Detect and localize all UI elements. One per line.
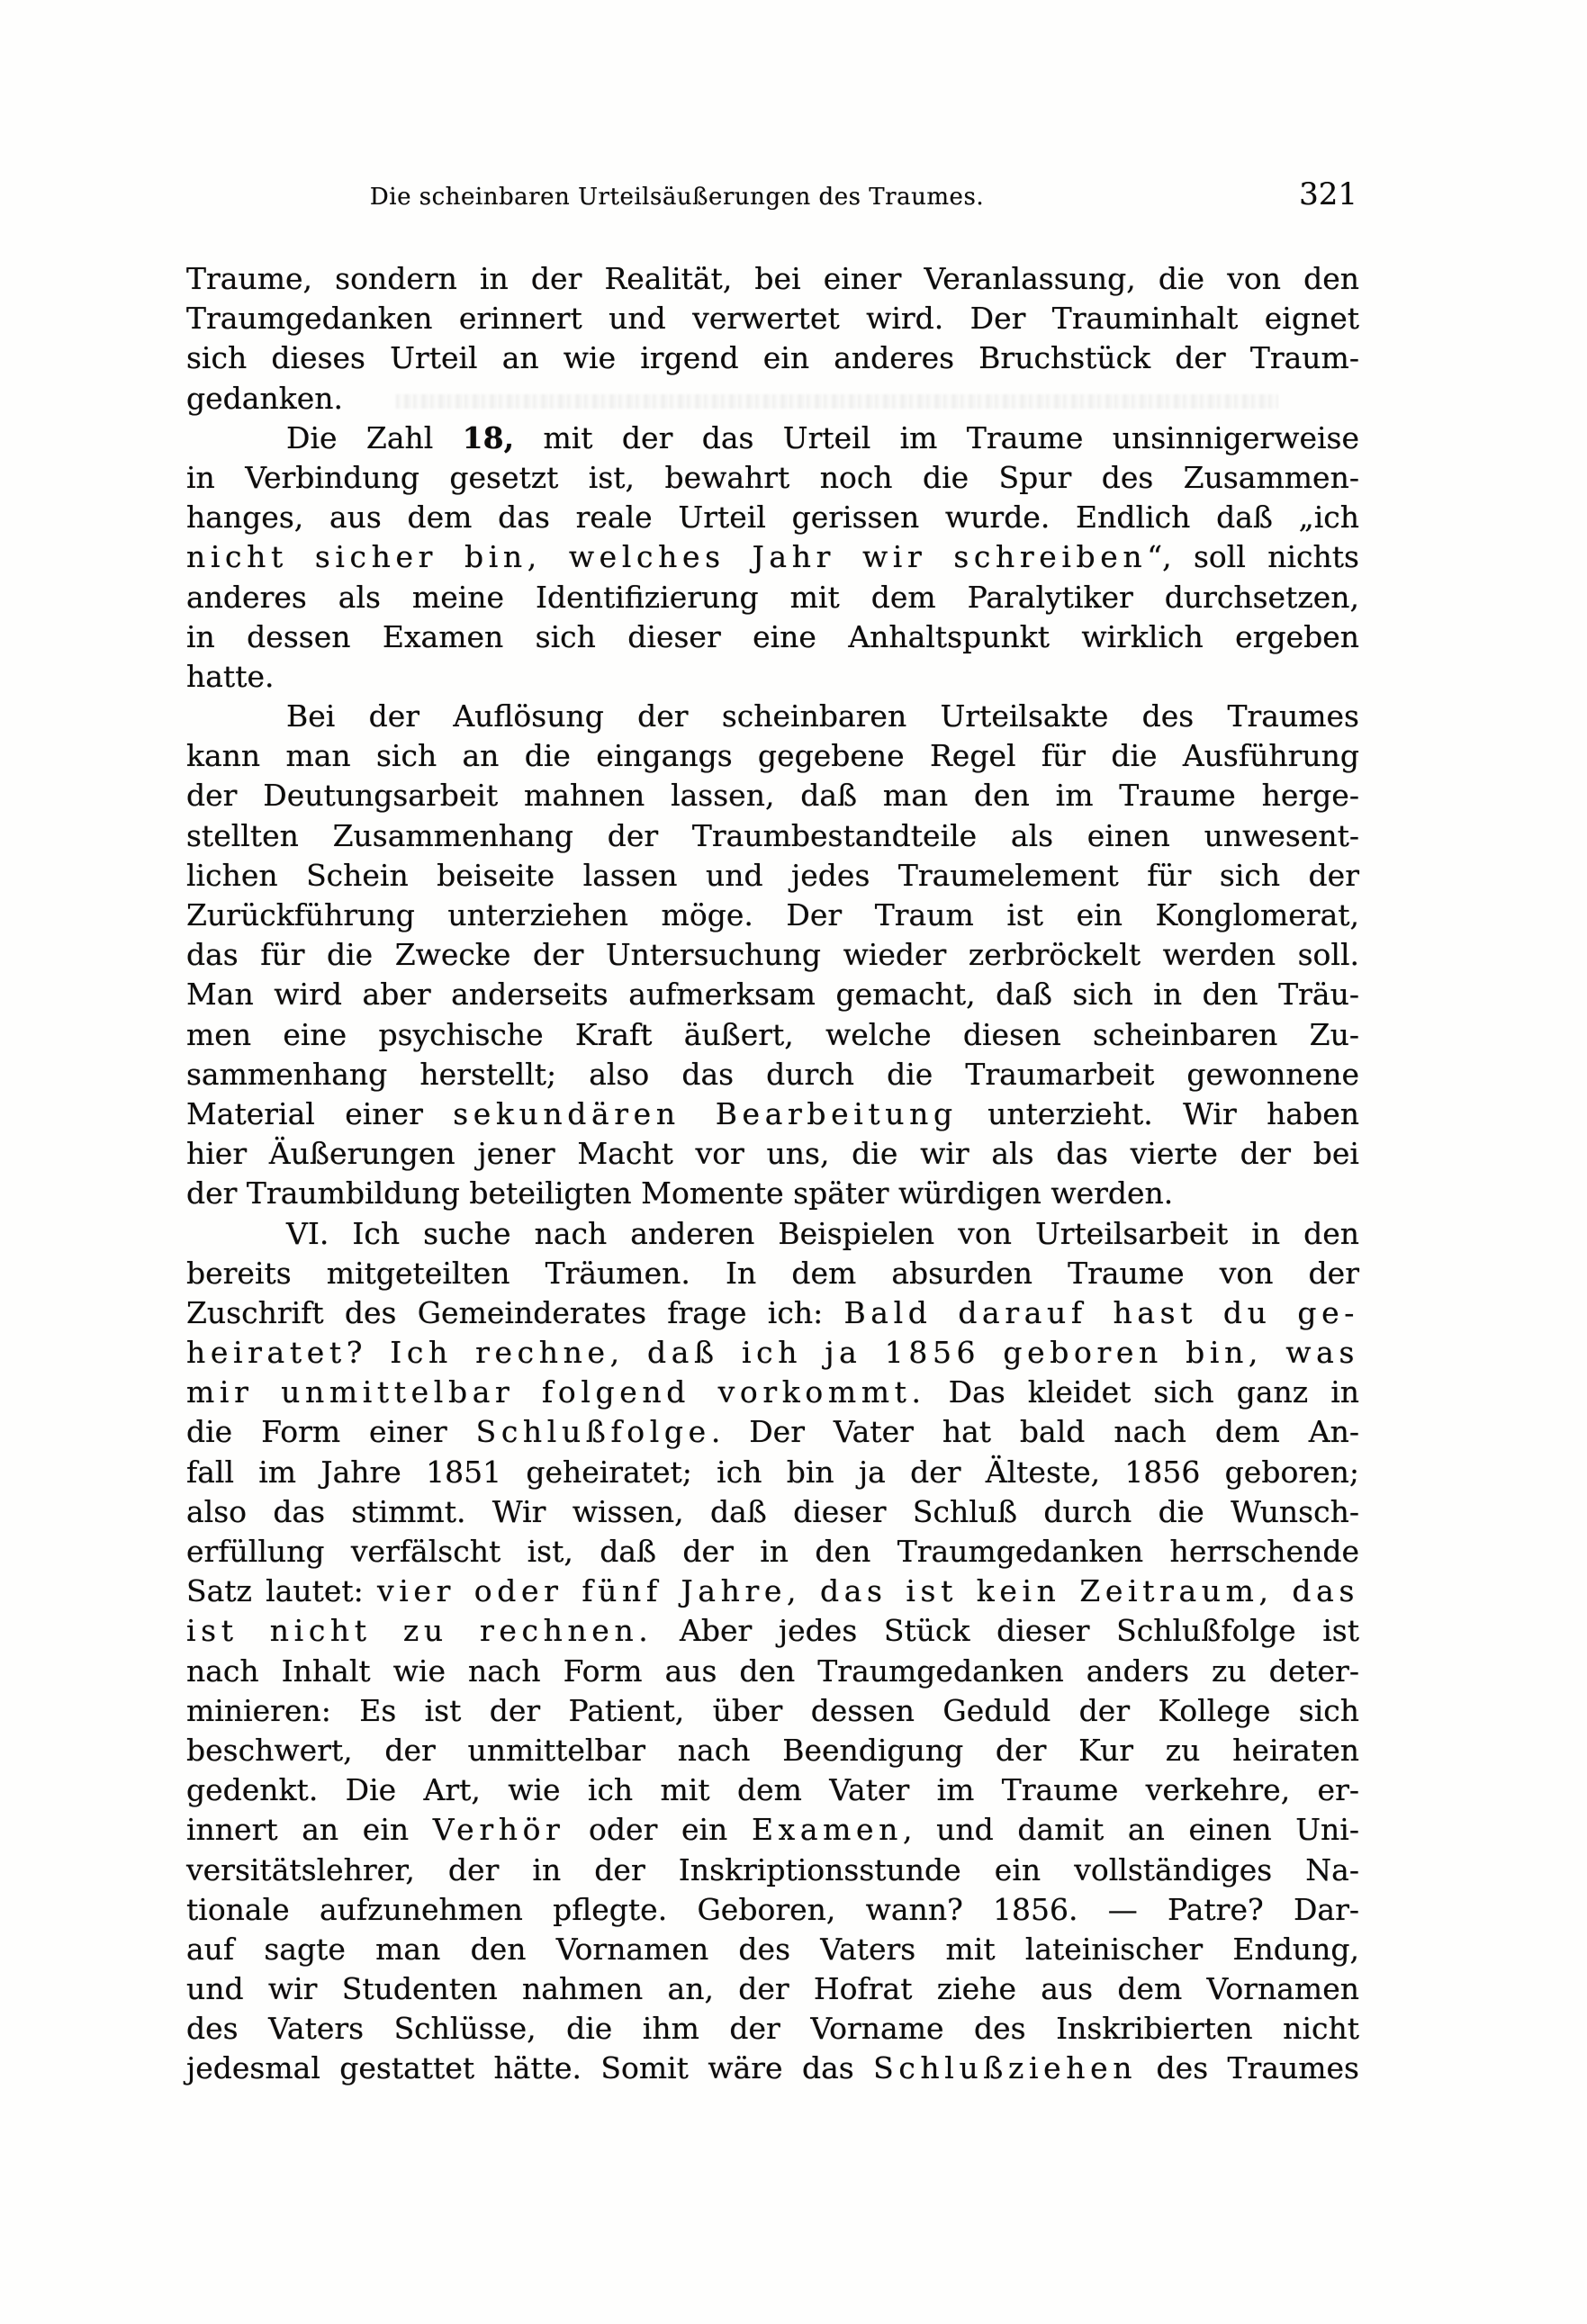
text-line — [186, 935, 1359, 975]
text-line — [186, 1652, 1359, 1691]
emphasized-spaced-text: Examen — [751, 1812, 904, 1848]
text-segment: Die Zahl — [286, 419, 463, 455]
text-segment: hier Äußerungen jener Macht vor uns, die wir als das vierte der bei — [186, 1136, 1359, 1172]
text-line — [186, 1015, 1359, 1055]
text-segment: men eine psychische Kraft äußert, welche diesen scheinbaren Zu- — [186, 1016, 1359, 1052]
emphasized-spaced-text: Verhör — [432, 1812, 565, 1848]
text-line — [186, 1810, 1359, 1850]
text-line — [186, 1611, 1359, 1651]
text-segment: jedesmal gestattet hätte. Somit wäre das — [186, 2050, 874, 2086]
text-line — [186, 1572, 1359, 1611]
text-segment: gedenkt. Die Art, wie ich mit dem Vater im Traume verkehre, er- — [186, 1772, 1359, 1808]
text-line — [186, 1492, 1359, 1532]
text-segment: Traumgedanken erinnert und verwertet wird. Der Trauminhalt eignet — [186, 301, 1359, 337]
emphasized-spaced-text: nicht sicher bin, welches Jahr wir schreiben — [186, 539, 1148, 575]
text-segment: Das kleidet sich ganz in — [925, 1374, 1360, 1410]
text-line — [186, 1930, 1359, 1969]
text-line — [186, 458, 1359, 498]
emphasized-spaced-text: heiratet? Ich rechne, daß ich ja 1856 geboren bin, was — [186, 1335, 1359, 1371]
text-line — [186, 736, 1359, 776]
text-line — [186, 1532, 1359, 1572]
text-segment: VI. Ich suche nach anderen Beispielen von Urteilsarbeit in den — [286, 1215, 1359, 1251]
text-segment: fall im Jahre 1851 geheiratet; ich bin ja der Älteste, 1856 geboren; — [186, 1454, 1359, 1490]
text-line — [186, 379, 1359, 419]
text-line — [186, 975, 1359, 1014]
text-line — [186, 1094, 1359, 1134]
text-line — [186, 1731, 1359, 1770]
text-segment: gedanken. — [186, 380, 343, 416]
text-segment: bereits mitgeteilten Träumen. In dem absurden Traume von der — [186, 1255, 1359, 1291]
text-line — [186, 259, 1359, 299]
bold-text: 18, — [462, 419, 515, 455]
text-segment: Zurückführung unterziehen möge. Der Traum ist ein Konglomerat, — [186, 897, 1359, 932]
text-segment: Satz lautet: — [186, 1573, 378, 1609]
text-segment: Traume, sondern in der Realität, bei einer Veranlassung, die von den — [186, 261, 1359, 296]
text-line — [186, 896, 1359, 935]
text-segment: , und damit an einen Uni- — [903, 1812, 1359, 1848]
text-segment: des Vaters Schlüsse, die ihm der Vorname des Inskribierten nicht — [186, 2011, 1359, 2047]
text-segment: innert an ein — [186, 1812, 433, 1848]
text-line — [186, 1333, 1359, 1373]
page-number: 321 — [1299, 176, 1357, 212]
text-segment: der Deutungsarbeit mahnen lassen, daß man den im Traume herge- — [186, 778, 1359, 814]
text-line — [186, 1412, 1359, 1452]
text-segment: sich dieses Urteil an wie irgend ein anderes Bruchstück der Traum- — [186, 340, 1359, 376]
emphasized-spaced-text: Bald darauf hast du ge- — [843, 1294, 1359, 1330]
text-line — [186, 856, 1359, 896]
text-line — [186, 1055, 1359, 1094]
text-line — [186, 1174, 1359, 1213]
text-line — [186, 1373, 1359, 1412]
text-line — [186, 1691, 1359, 1731]
text-line — [186, 1770, 1359, 1810]
text-segment: beschwert, der unmittelbar nach Beendigung der Kur zu heiraten — [186, 1732, 1359, 1768]
text-line — [186, 578, 1359, 617]
text-segment: sammenhang herstellt; also das durch die Traumarbeit gewonnene — [186, 1056, 1359, 1092]
text-segment: in dessen Examen sich dieser eine Anhaltspunkt wirklich ergeben — [186, 618, 1359, 654]
text-segment: hatte. — [186, 658, 275, 694]
text-line — [186, 657, 1359, 697]
text-line — [186, 1969, 1359, 2009]
text-segment: lichen Schein beiseite lassen und jedes Traumelement für sich der — [186, 857, 1359, 893]
running-head — [186, 176, 1359, 218]
text-line — [186, 498, 1359, 537]
text-segment: erfüllung verfälscht ist, daß der in den Traumgedanken herrschende — [186, 1534, 1359, 1569]
text-segment: kann man sich an die eingangs gegebene Regel für die Ausführung — [186, 738, 1359, 774]
text-line — [186, 776, 1359, 815]
text-segment: des Traumes — [1137, 2050, 1359, 2086]
text-line — [186, 1254, 1359, 1293]
text-line — [186, 1890, 1359, 1930]
text-segment: die Form einer — [186, 1414, 476, 1450]
emphasized-spaced-text: mir unmittelbar folgend vorkommt. — [186, 1374, 926, 1410]
text-segment: anderes als meine Identifizierung mit dem Paralytiker durchsetzen, — [186, 579, 1359, 615]
text-line — [186, 1134, 1359, 1174]
text-segment: Zuschrift des Gemeinderates frage ich: — [186, 1294, 844, 1330]
text-segment: Material einer — [186, 1095, 454, 1131]
text-segment: tionale aufzunehmen pflegte. Geboren, wann? 1856. — Patre? Dar- — [186, 1891, 1359, 1927]
text-segment: nach Inhalt wie nach Form aus den Traumgedanken anders zu deter- — [186, 1653, 1359, 1689]
text-segment: versitätslehrer, der in der Inskriptionsstunde ein vollständiges Na- — [186, 1851, 1359, 1887]
text-line — [186, 1214, 1359, 1254]
text-line — [186, 697, 1359, 736]
body-text — [186, 259, 1359, 2089]
text-segment: stellten Zusammenhang der Traumbestandteile als einen unwesent- — [186, 817, 1359, 853]
text-segment: auf sagte man den Vornamen des Vaters mit lateinischer Endung, — [186, 1931, 1359, 1967]
emphasized-spaced-text: sekundären Bearbeitung — [453, 1095, 958, 1131]
text-segment: unterzieht. Wir haben — [957, 1095, 1359, 1131]
text-line — [186, 537, 1359, 577]
text-line — [186, 1293, 1359, 1333]
text-segment: Bei der Auflösung der scheinbaren Urteilsakte des Traumes — [286, 698, 1359, 734]
text-line — [186, 617, 1359, 657]
text-segment: hanges, aus dem das reale Urteil gerissen wurde. Endlich daß „ich — [186, 500, 1359, 536]
text-segment: . Der Vater hat bald nach dem An- — [710, 1414, 1359, 1450]
text-segment: Man wird aber anderseits aufmerksam gemacht, daß sich in den Träu- — [186, 977, 1359, 1013]
text-segment: und wir Studenten nahmen an, der Hofrat ziehe aus dem Vornamen — [186, 1971, 1359, 2007]
text-line — [186, 2049, 1359, 2088]
text-segment: das für die Zwecke der Untersuchung wieder zerbröckelt werden soll. — [186, 937, 1359, 973]
emphasized-spaced-text: Schlußfolge — [475, 1414, 711, 1450]
emphasized-spaced-text: vier oder fünf Jahre, das ist kein Zeitraum, das — [377, 1573, 1359, 1609]
text-segment: also das stimmt. Wir wissen, daß dieser Schluß durch die Wunsch- — [186, 1493, 1359, 1529]
emphasized-spaced-text: Schlußziehen — [873, 2050, 1138, 2086]
text-line — [186, 419, 1359, 458]
emphasized-spaced-text: ist nicht zu rechnen. — [186, 1613, 654, 1649]
text-segment: mit der das Urteil im Traume unsinnigerweise — [514, 419, 1359, 455]
text-line — [186, 2009, 1359, 2049]
text-segment: oder ein — [564, 1812, 752, 1848]
text-segment: minieren: Es ist der Patient, über dessen Geduld der Kollege sich — [186, 1692, 1359, 1728]
text-line — [186, 1453, 1359, 1492]
text-segment: “, soll nichts — [1147, 539, 1359, 575]
text-line — [186, 1851, 1359, 1890]
text-segment: in Verbindung gesetzt ist, bewahrt noch die Spur des Zusammen- — [186, 459, 1359, 495]
text-line — [186, 816, 1359, 856]
running-head-title: Die scheinbaren Urteilsäußerungen des Traumes. — [369, 184, 985, 211]
text-segment: der Traumbildung beteiligten Momente später würdigen werden. — [186, 1176, 1174, 1212]
text-line — [186, 338, 1359, 378]
text-segment: Aber jedes Stück dieser Schlußfolge ist — [653, 1613, 1359, 1649]
text-line — [186, 299, 1359, 338]
